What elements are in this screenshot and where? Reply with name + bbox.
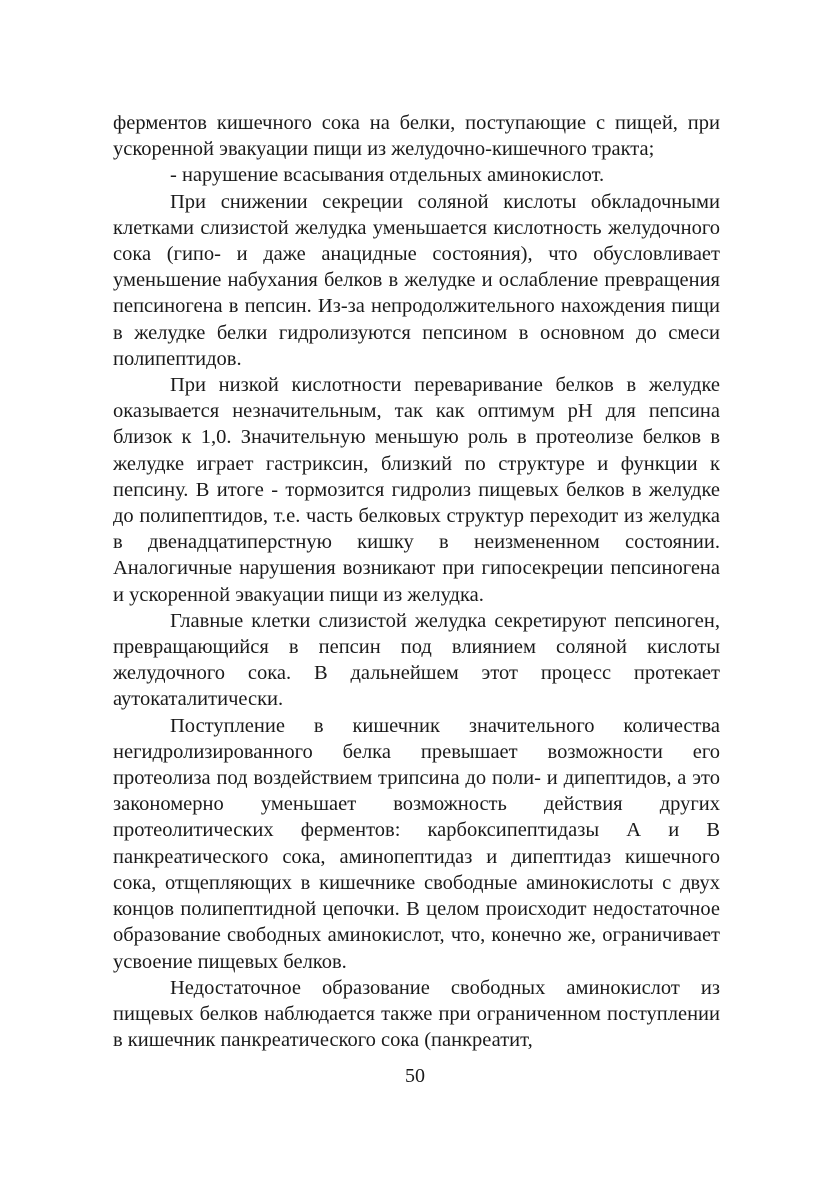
paragraph: Главные клетки слизистой желудка секретируют пепсиноген, превращающийся в пепсин под влиянием соляной кислоты желудочного сока. В дальнейшем этот процесс протекает аутокаталитически. bbox=[113, 609, 720, 711]
paragraph: При низкой кислотности переваривание белков в желудке оказывается незначительным, так как оптимум рН для пепсина близок к 1,0. Значительную меньшую роль в протеолизе белков в желудке играет гастриксин, близкий по структуре и функции к пепсину. В итоге - тормозится гидролиз пищевых белков в желудке до полипептидов, т.е. часть белковых структур переходит из желудка в двенадцатиперстную кишку в неизмененном состоянии. Аналогичные нарушения возникают при гипосекреции пепсиногена и ускоренной эвакуации пищи из желудка. bbox=[113, 374, 720, 606]
paragraph: - нарушение всасывания отдельных аминокислот. bbox=[170, 164, 605, 187]
paragraph: Поступление в кишечник значительного количества негидролизированного белка превышает возможности его протеолиза под воздействием трипсина до поли- и дипептидов, а это закономерно уменьшает возможность действия других протеолитических ферментов: карбоксипептидазы А и В панкреатического сока, аминопептидаз и дипептидаз кишечного сока, отщепляющих в кишечнике свободные аминокислоты с двух концов полипептидной цепочки. В целом происходит недостаточное образование свободных аминокислот, что, конечно же, ограничивает усвоение пищевых белков. bbox=[113, 714, 720, 973]
paragraph: ферментов кишечного сока на белки, поступающие с пищей, при ускоренной эвакуации пищи из желудочно-кишечного тракта; bbox=[113, 112, 720, 161]
body-text bbox=[113, 110, 720, 1053]
page-number: 50 bbox=[405, 1065, 425, 1087]
paragraph: Недостаточное образование свободных аминокислот из пищевых белков наблюдается также при ограниченном поступлении в кишечник панкреатического сока (панкреатит, bbox=[113, 976, 720, 1052]
paragraph: При снижении секреции соляной кислоты обкладочными клетками слизистой желудка уменьшается кислотность желудочного сока (гипо- и даже анацидные состояния), что обусловливает уменьшение набухания белков в желудке и ослабление превращения пепсиногена в пепсин. Из-за непродолжительного нахождения пищи в желудке белки гидролизуются пепсином в основном до смеси полипептидов. bbox=[113, 190, 720, 370]
